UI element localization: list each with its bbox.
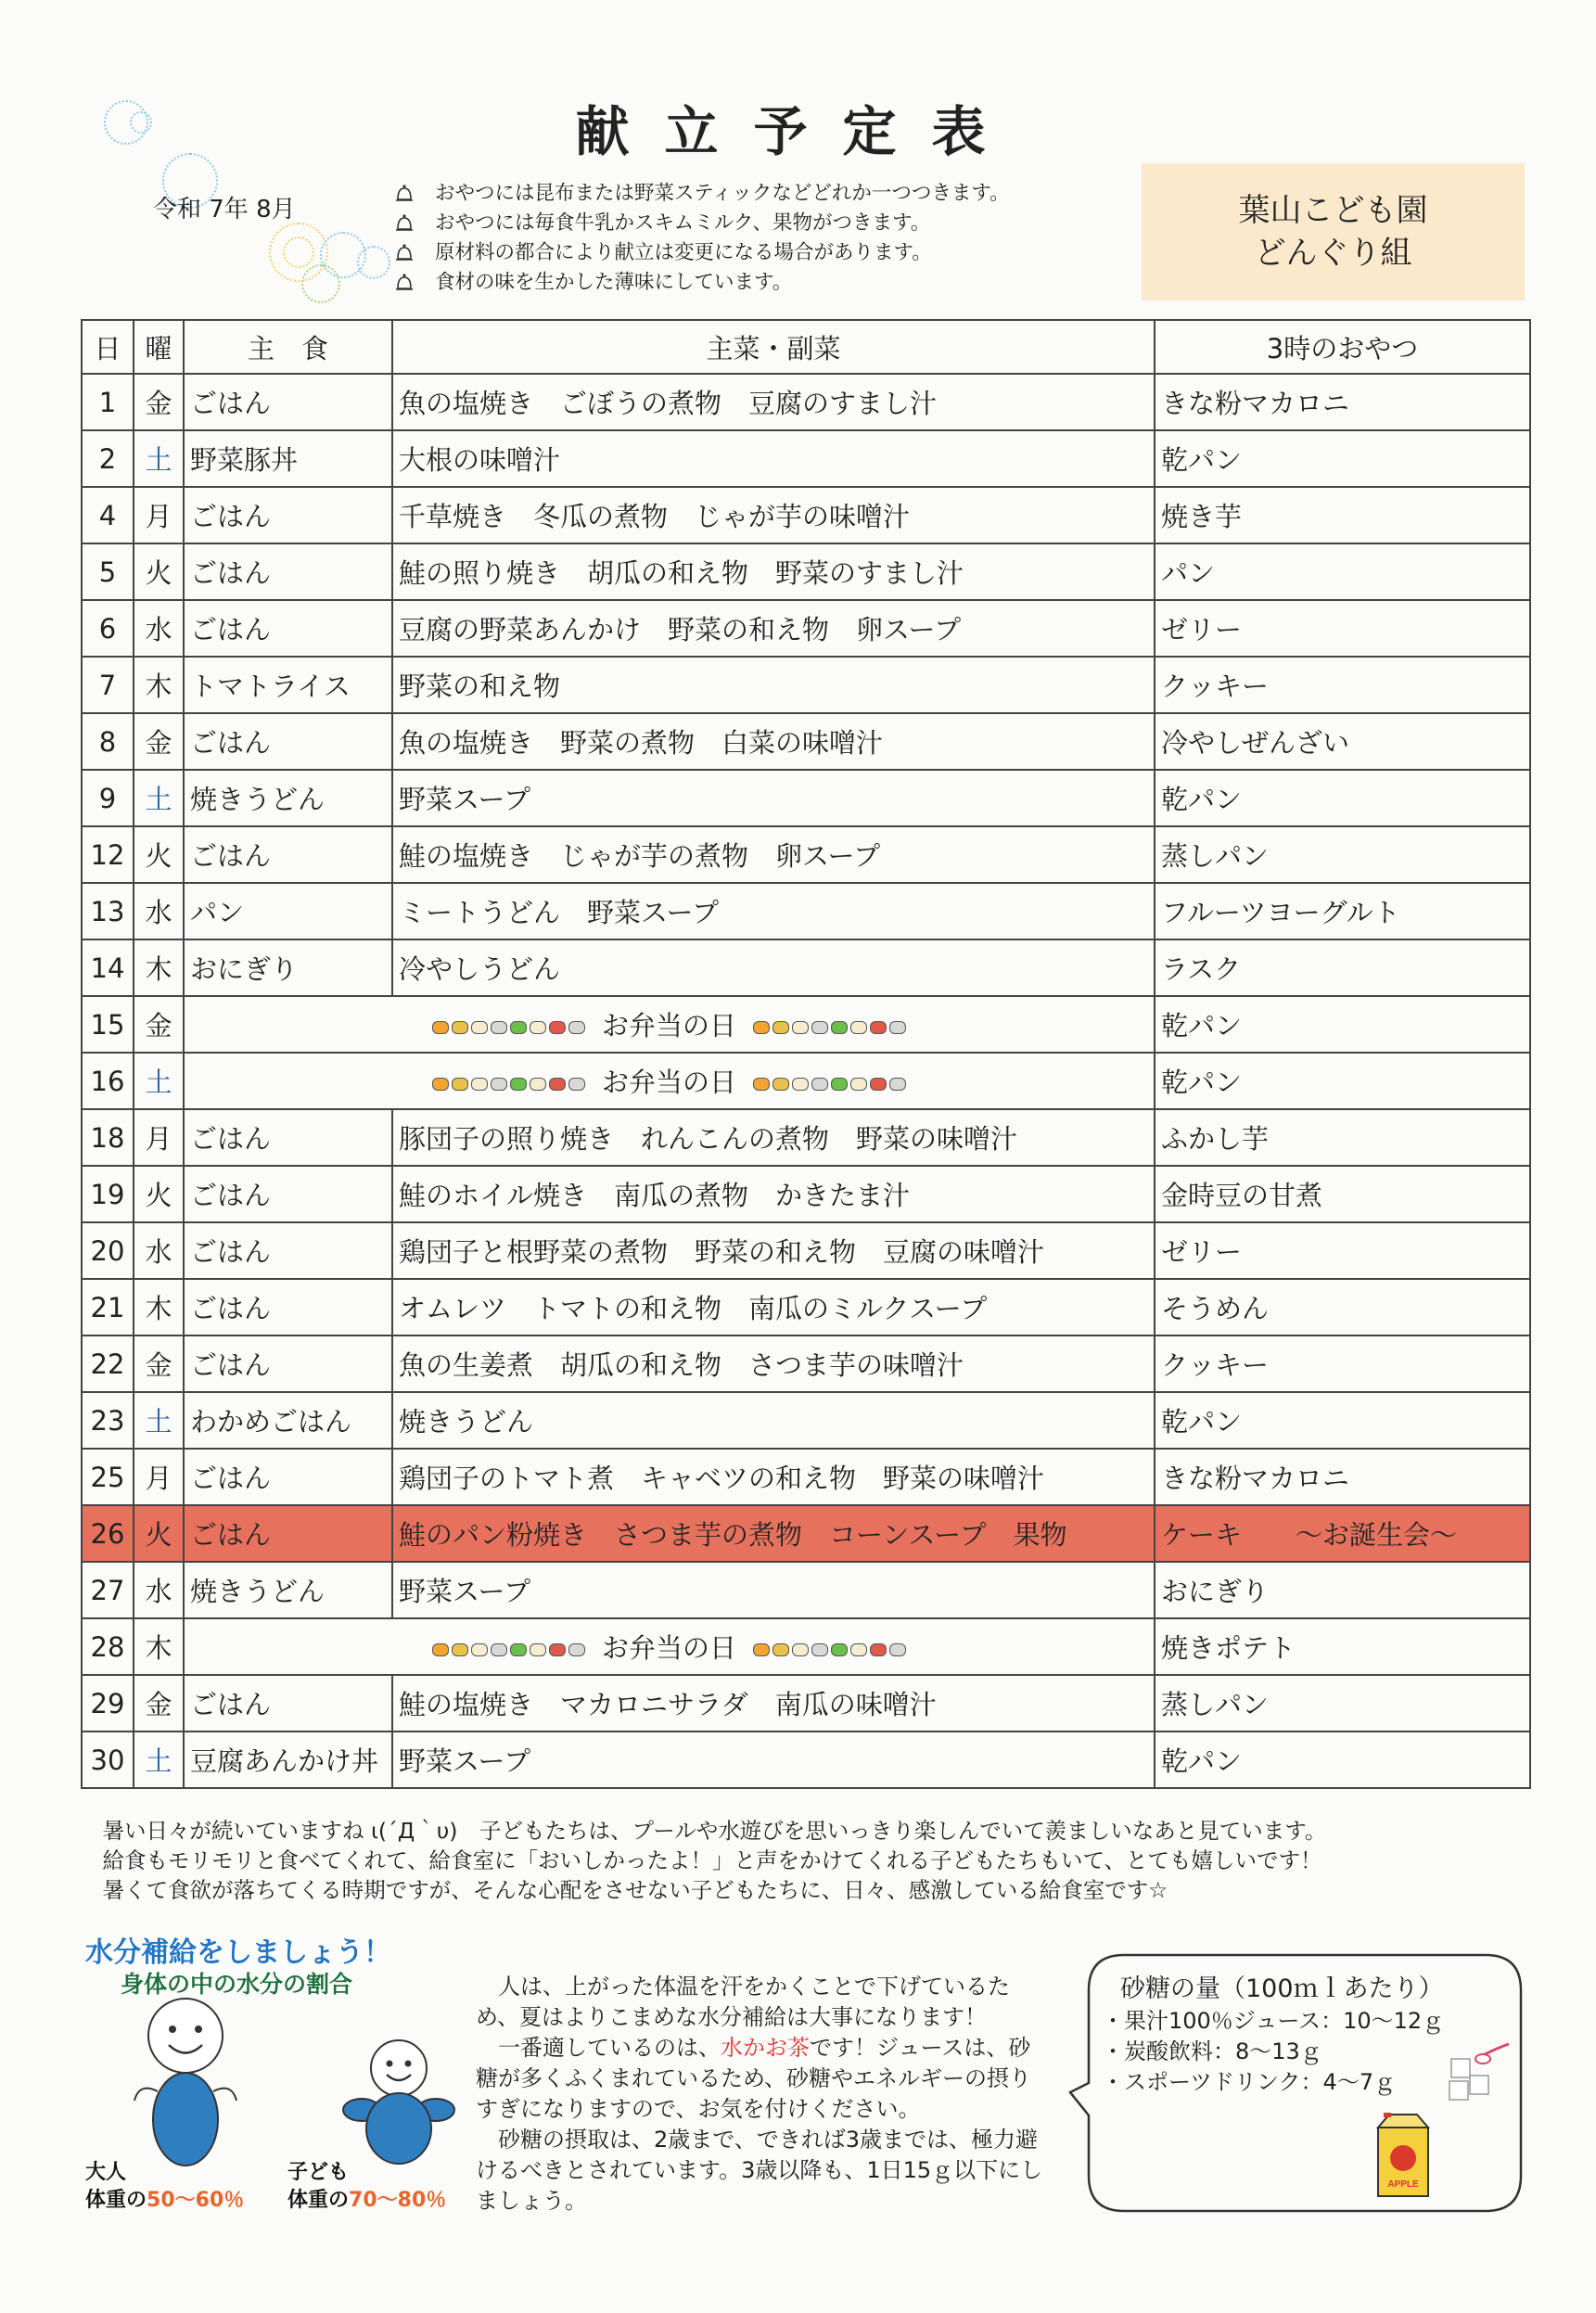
table-row (82, 1053, 1530, 1109)
table-row (82, 374, 1530, 430)
day-cell: 26 (82, 1505, 134, 1562)
bento-day-cell (184, 1618, 1155, 1675)
header-snack: 3時のおやつ (1155, 320, 1530, 374)
weekday-cell: 水 (134, 1222, 184, 1279)
day-cell: 7 (82, 657, 134, 713)
day-cell: 14 (82, 939, 134, 996)
weekday-cell: 火 (134, 543, 184, 600)
staple-cell: ごはん (184, 1505, 392, 1562)
weekday-cell: 水 (134, 883, 184, 939)
day-cell: 27 (82, 1562, 134, 1618)
sugar-item: ・炭酸飲料：8～13ｇ (1102, 2038, 1322, 2064)
snack-cell: 乾パン (1155, 996, 1530, 1053)
day-cell: 15 (82, 996, 134, 1053)
staple-cell: ごはん (184, 374, 392, 430)
bento-label: お弁当の日 (601, 1010, 736, 1041)
table-row (82, 1166, 1530, 1222)
bento-label: お弁当の日 (601, 1632, 736, 1664)
table-row (82, 1505, 1530, 1562)
main-side-cell: 鮭の塩焼き マカロニサラダ 南瓜の味噌汁 (392, 1675, 1155, 1732)
day-cell: 6 (82, 600, 134, 657)
weekday-cell: 火 (134, 1166, 184, 1222)
staple-cell: 野菜豚丼 (184, 430, 392, 487)
day-cell: 8 (82, 713, 134, 770)
table-row (82, 487, 1530, 543)
hydration-advice: 人は、上がった体温を汗をかくことで下げているため、夏はよりこまめな水分補給は大事になります！ 一番適しているのは、水かお茶です！ジュースは、砂糖が多くふくまれているため、砂糖やエネルギーの摂りすぎになりますので、お気を付けください。 砂糖の摂取は、2歳まで、できれば3歳までは、極力避けるべきとされています。3歳以降も、1日15ｇ以下にしましょう。 (476, 1974, 1043, 2214)
carton-label: APPLE (1387, 2179, 1419, 2190)
staple-cell: ごはん (184, 487, 392, 543)
table-row (82, 1732, 1530, 1788)
bento-food-icon (753, 1643, 906, 1656)
snack-cell: 乾パン (1155, 430, 1530, 487)
header-day: 日 (82, 320, 134, 374)
sugar-item: ・果汁100％ジュース：10～12ｇ (1102, 2008, 1445, 2034)
staple-cell: ごはん (184, 600, 392, 657)
table-row (82, 1335, 1530, 1392)
bento-food-icon (753, 1021, 906, 1034)
table-row (82, 939, 1530, 996)
table-row (82, 543, 1530, 600)
weekday-cell: 木 (134, 657, 184, 713)
staple-cell: わかめごはん (184, 1392, 392, 1449)
snack-cell: 冷やしぜんざい (1155, 713, 1530, 770)
main-side-cell: 野菜スープ (392, 1562, 1155, 1618)
weekday-cell: 土 (134, 430, 184, 487)
juice-carton-icon (1371, 2107, 1436, 2200)
table-row (82, 883, 1530, 939)
staple-cell: ごはん (184, 1279, 392, 1335)
day-cell: 16 (82, 1053, 134, 1109)
table-row (82, 1392, 1530, 1449)
staple-cell: ごはん (184, 543, 392, 600)
weekday-cell: 金 (134, 996, 184, 1053)
main-side-cell: 野菜スープ (392, 770, 1155, 826)
day-cell: 13 (82, 883, 134, 939)
table-row (82, 713, 1530, 770)
table-row (82, 600, 1530, 657)
day-cell: 19 (82, 1166, 134, 1222)
note-item: おやつには毎食牛乳かスキムミルク、果物がつきます。 (394, 209, 1010, 238)
bento-food-icon (432, 1021, 585, 1034)
staple-cell: 豆腐あんかけ丼 (184, 1732, 392, 1788)
weekday-cell: 火 (134, 1505, 184, 1562)
note-item: おやつには昆布または野菜スティックなどどれか一つつきます。 (394, 179, 1010, 209)
water-or-tea: 水かお茶 (721, 2035, 810, 2061)
snack-cell: クッキー (1155, 1335, 1530, 1392)
day-cell: 20 (82, 1222, 134, 1279)
main-side-cell: 鮭の照り焼き 胡瓜の和え物 野菜のすまし汁 (392, 543, 1155, 600)
day-cell: 30 (82, 1732, 134, 1788)
weekday-cell: 水 (134, 600, 184, 657)
header-weekday: 曜 (134, 320, 184, 374)
staple-cell: 焼きうどん (184, 770, 392, 826)
staple-cell: ごはん (184, 1166, 392, 1222)
main-side-cell: 鶏団子のトマト煮 キャベツの和え物 野菜の味噌汁 (392, 1449, 1155, 1505)
child-figure-icon (338, 2036, 459, 2166)
header-main-side: 主菜・副菜 (392, 320, 1155, 374)
table-row (82, 826, 1530, 883)
note-item: 食材の味を生かした薄味にしています。 (394, 268, 1010, 298)
bento-day-cell (184, 1053, 1155, 1109)
day-cell: 4 (82, 487, 134, 543)
snack-cell: 金時豆の甘煮 (1155, 1166, 1530, 1222)
snack-cell: 蒸しパン (1155, 1675, 1530, 1732)
staple-cell: ごはん (184, 1109, 392, 1166)
main-side-cell: 焼きうどん (392, 1392, 1155, 1449)
menu-table (81, 319, 1531, 1789)
weekday-cell: 木 (134, 939, 184, 996)
weekday-cell: 金 (134, 374, 184, 430)
day-cell: 21 (82, 1279, 134, 1335)
school-name: 葉山こども園 (1238, 192, 1428, 229)
weekday-cell: 月 (134, 1109, 184, 1166)
weekday-cell: 水 (134, 1562, 184, 1618)
day-cell: 2 (82, 430, 134, 487)
main-side-cell: 大根の味噌汁 (392, 430, 1155, 487)
snack-cell: 乾パン (1155, 770, 1530, 826)
snack-cell: 乾パン (1155, 1053, 1530, 1109)
snack-cell: 焼き芋 (1155, 487, 1530, 543)
bento-food-icon (432, 1078, 585, 1091)
adult-label: 大人 体重の50～60％ (85, 2161, 245, 2212)
staple-cell: ごはん (184, 713, 392, 770)
sugar-item: ・スポーツドリンク：4～7ｇ (1102, 2069, 1397, 2095)
bento-day-cell (184, 996, 1155, 1053)
snack-cell: クッキー (1155, 657, 1530, 713)
staple-cell: ごはん (184, 1449, 392, 1505)
weekday-cell: 月 (134, 1449, 184, 1505)
bell-icon (394, 213, 415, 234)
weekday-cell: 金 (134, 1335, 184, 1392)
class-name: どんぐり組 (1254, 235, 1412, 272)
snack-cell: パン (1155, 543, 1530, 600)
table-row (82, 1279, 1530, 1335)
snack-cell: フルーツヨーグルト (1155, 883, 1530, 939)
day-cell: 18 (82, 1109, 134, 1166)
water-subtitle: 身体の中の水分の割合 (121, 1971, 353, 1998)
main-side-cell: 千草焼き 冬瓜の煮物 じゃが芋の味噌汁 (392, 487, 1155, 543)
sugar-title: 砂糖の量（100ｍｌあたり） (1120, 1974, 1444, 2003)
day-cell: 5 (82, 543, 134, 600)
staple-cell: パン (184, 883, 392, 939)
main-side-cell: 豆腐の野菜あんかけ 野菜の和え物 卵スープ (392, 600, 1155, 657)
page-title: 献立予定表 (575, 100, 1021, 163)
day-cell: 22 (82, 1335, 134, 1392)
table-header-row (82, 320, 1530, 374)
weekday-cell: 土 (134, 1392, 184, 1449)
snack-cell: 乾パン (1155, 1392, 1530, 1449)
main-side-cell: 鶏団子と根野菜の煮物 野菜の和え物 豆腐の味噌汁 (392, 1222, 1155, 1279)
table-row (82, 996, 1530, 1053)
main-side-cell: 野菜の和え物 (392, 657, 1155, 713)
weekday-cell: 木 (134, 1279, 184, 1335)
main-side-cell: ミートうどん 野菜スープ (392, 883, 1155, 939)
staple-cell: おにぎり (184, 939, 392, 996)
snack-cell: 蒸しパン (1155, 826, 1530, 883)
snack-cell: ラスク (1155, 939, 1530, 996)
day-cell: 1 (82, 374, 134, 430)
table-row (82, 657, 1530, 713)
staple-cell: 焼きうどん (184, 1562, 392, 1618)
snack-cell: きな粉マカロニ (1155, 374, 1530, 430)
main-side-cell: 野菜スープ (392, 1732, 1155, 1788)
main-side-cell: 冷やしうどん (392, 939, 1155, 996)
weekday-cell: 土 (134, 1732, 184, 1788)
staple-cell: ごはん (184, 826, 392, 883)
sugar-cube-icon (1442, 2040, 1516, 2105)
bell-icon (394, 243, 415, 263)
weekday-cell: 金 (134, 1675, 184, 1732)
table-row (82, 1109, 1530, 1166)
sugar-content (1102, 1974, 1444, 2098)
bento-food-icon (432, 1643, 585, 1656)
day-cell: 23 (82, 1392, 134, 1449)
snack-cell: ゼリー (1155, 1222, 1530, 1279)
day-cell: 25 (82, 1449, 134, 1505)
water-title: 水分補給をしましょう！ (85, 1936, 391, 1969)
weekday-cell: 月 (134, 487, 184, 543)
main-side-cell: 魚の塩焼き ごぼうの煮物 豆腐のすまし汁 (392, 374, 1155, 430)
menu-body (82, 374, 1530, 1788)
day-cell: 28 (82, 1618, 134, 1675)
day-cell: 12 (82, 826, 134, 883)
main-side-cell: 鮭の塩焼き じゃが芋の煮物 卵スープ (392, 826, 1155, 883)
notes-list (394, 179, 1010, 298)
weekday-cell: 土 (134, 1053, 184, 1109)
bento-food-icon (753, 1078, 906, 1091)
snack-cell: 焼きポテト (1155, 1618, 1530, 1675)
staple-cell: ごはん (184, 1335, 392, 1392)
table-row (82, 1618, 1530, 1675)
main-side-cell: 鮭のパン粉焼き さつま芋の煮物 コーンスープ 果物 (392, 1505, 1155, 1562)
snack-cell: ゼリー (1155, 600, 1530, 657)
day-cell: 9 (82, 770, 134, 826)
snack-cell: 乾パン (1155, 1732, 1530, 1788)
snack-cell: きな粉マカロニ (1155, 1449, 1530, 1505)
header-staple: 主 食 (184, 320, 392, 374)
menu-date: 令和 7年 8月 (153, 196, 296, 224)
staple-cell: ごはん (184, 1222, 392, 1279)
table-row (82, 430, 1530, 487)
main-side-cell: 魚の生姜煮 胡瓜の和え物 さつま芋の味噌汁 (392, 1335, 1155, 1392)
bento-label: お弁当の日 (601, 1067, 736, 1098)
table-row (82, 1675, 1530, 1732)
child-label: 子ども 体重の70～80％ (287, 2161, 447, 2212)
main-side-cell: 豚団子の照り焼き れんこんの煮物 野菜の味噌汁 (392, 1109, 1155, 1166)
snack-cell: ケーキ ～お誕生会～ (1155, 1505, 1530, 1562)
weekday-cell: 金 (134, 713, 184, 770)
snack-cell: ふかし芋 (1155, 1109, 1530, 1166)
main-side-cell: 鮭のホイル焼き 南瓜の煮物 かきたま汁 (392, 1166, 1155, 1222)
staple-cell: トマトライス (184, 657, 392, 713)
day-cell: 29 (82, 1675, 134, 1732)
table-row (82, 1222, 1530, 1279)
main-side-cell: 魚の塩焼き 野菜の煮物 白菜の味噌汁 (392, 713, 1155, 770)
main-side-cell: オムレツ トマトの和え物 南瓜のミルクスープ (392, 1279, 1155, 1335)
weekday-cell: 木 (134, 1618, 184, 1675)
weekday-cell: 土 (134, 770, 184, 826)
adult-figure-icon (130, 1994, 241, 2170)
weekday-cell: 火 (134, 826, 184, 883)
school-name-box (1142, 163, 1525, 300)
bell-icon (394, 273, 415, 293)
kitchen-message: 暑い日々が続いていますね ι(´Д｀υ) 子どもたちは、プールや水遊びを思いっきり楽しんでいて羨ましいなあと見ています。 給食もモリモリと食べてくれて、給食室に「おいしかったよ！」と声をかけてくれる子どもたちもいて、とても嬉しいです！ 暑くて食欲が落ちてくる時期ですが、そんな心配をさせない子どもたちに、日々、感激している給食室です☆ (102, 1818, 1327, 1903)
snack-cell: おにぎり (1155, 1562, 1530, 1618)
table-row (82, 1562, 1530, 1618)
note-item: 原材料の都合により献立は変更になる場合があります。 (394, 238, 1010, 268)
staple-cell: ごはん (184, 1675, 392, 1732)
table-row (82, 770, 1530, 826)
bell-icon (394, 184, 415, 204)
table-row (82, 1449, 1530, 1505)
snack-cell: そうめん (1155, 1279, 1530, 1335)
